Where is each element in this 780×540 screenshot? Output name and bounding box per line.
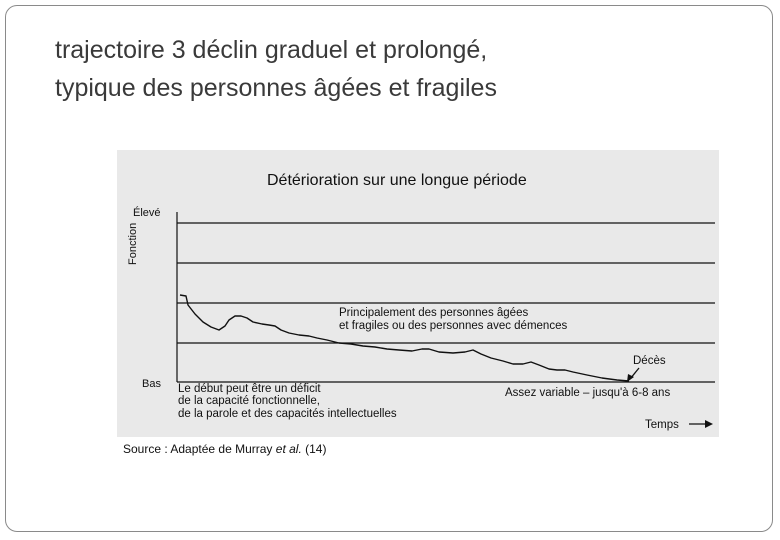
trajectory-diagram <box>117 150 719 465</box>
source-caption <box>123 442 326 456</box>
population-annotation-line-1: Principalement des personnes âgées <box>339 307 529 319</box>
trajectory-figure <box>117 150 719 465</box>
onset-annotation-line-1: Le début peut être un déficit <box>178 383 321 395</box>
onset-annotation-line-2: de la capacité fonctionnelle, <box>178 395 320 407</box>
duration-annotation: Assez variable – jusqu'à 6-8 ans <box>505 387 671 399</box>
y-level-high: Élevé <box>133 207 161 219</box>
source-etal: et al. <box>275 442 302 456</box>
death-annotation: Décès <box>633 355 666 367</box>
source-suffix: (14) <box>301 442 327 456</box>
onset-annotation-line-3: de la parole et des capacités intellectuelles <box>178 408 397 420</box>
slide-title-line-1: trajectoire 3 déclin graduel et prolongé, <box>55 36 488 64</box>
time-arrowhead-icon <box>705 420 713 428</box>
slide-title-line-2: typique des personnes âgées et fragiles <box>55 74 497 102</box>
figure-heading: Détérioration sur une longue période <box>267 172 527 189</box>
y-level-low: Bas <box>142 378 161 390</box>
x-axis-label: Temps <box>645 419 679 431</box>
source-prefix: Source : Adaptée de Murray <box>123 442 276 456</box>
y-axis-label: Fonction <box>127 222 139 265</box>
slide-title <box>55 31 755 107</box>
population-annotation-line-2: et fragiles ou des personnes avec démences <box>339 320 568 332</box>
